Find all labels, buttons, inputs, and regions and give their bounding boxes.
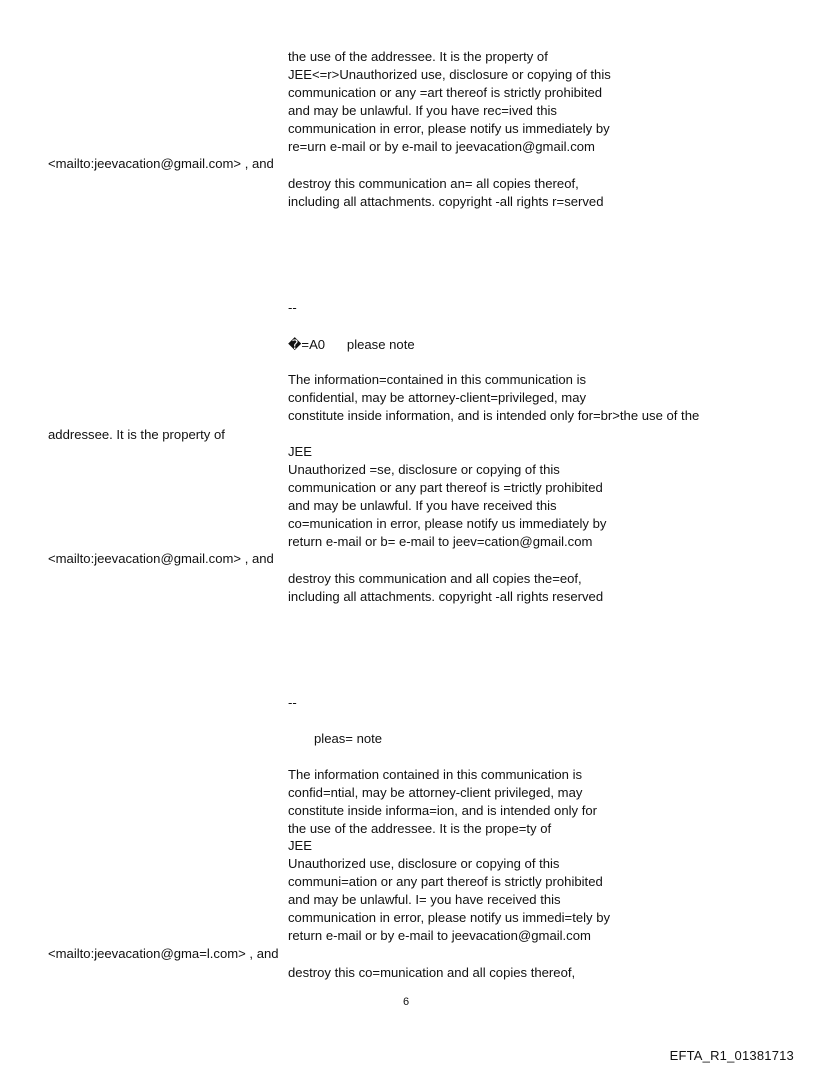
text-line: including all attachments. copyright -all rights r=served bbox=[288, 194, 604, 209]
text-line: including all attachments. copyright -all rights reserved bbox=[288, 589, 604, 604]
text-line: the use of the addressee. It is the property of bbox=[288, 49, 548, 64]
text-line: and may be unlawful. I= you have received this bbox=[288, 892, 561, 907]
note-line: �=A0 please note bbox=[288, 337, 415, 352]
text-line: confidential, may be attorney-client=privileged, may bbox=[288, 390, 587, 405]
separator: -- bbox=[288, 300, 297, 315]
text-line: the use of the addressee. It is the prope=ty of bbox=[288, 821, 552, 836]
text-line: The information=contained in this communication is bbox=[288, 372, 587, 387]
text-line: re=urn e-mail or by e-mail to jeevacation@gmail.com bbox=[288, 139, 595, 154]
text-line: and may be unlawful. If you have rec=ived this bbox=[288, 103, 557, 118]
text-line: communi=ation or any part thereof is strictly prohibited bbox=[288, 874, 603, 889]
text-line: The information contained in this communication is bbox=[288, 767, 583, 782]
text-line: co=munication in error, please notify us immediately by bbox=[288, 516, 607, 531]
bates-number: EFTA_R1_01381713 bbox=[669, 1048, 794, 1063]
text-line-wrap: addressee. It is the property of bbox=[48, 427, 225, 442]
note-line: pleas= note bbox=[314, 731, 383, 746]
text-line: JEE<=r>Unauthorized use, disclosure or copying of this bbox=[288, 67, 611, 82]
text-line: return e-mail or by e-mail to jeevacation@gmail.com bbox=[288, 928, 591, 943]
separator: -- bbox=[288, 695, 297, 710]
text-line: return e-mail or b= e-mail to jeev=cation@gmail.com bbox=[288, 534, 593, 549]
text-line: destroy this communication and all copies the=eof, bbox=[288, 571, 582, 586]
text-line: JEE bbox=[288, 838, 313, 853]
text-line: communication or any part thereof is =trictly prohibited bbox=[288, 480, 603, 495]
mailto-note: <mailto:jeevacation@gmail.com> , and bbox=[48, 156, 274, 171]
text-line: constitute inside information, and is intended only for=br>the use of the bbox=[288, 408, 700, 423]
text-line: Unauthorized =se, disclosure or copying of this bbox=[288, 462, 560, 477]
mailto-note: <mailto:jeevacation@gmail.com> , and bbox=[48, 551, 274, 566]
text-line: JEE bbox=[288, 444, 313, 459]
text-line: destroy this communication an= all copies thereof, bbox=[288, 176, 579, 191]
text-line: confid=ntial, may be attorney-client privileged, may bbox=[288, 785, 583, 800]
page-number: 6 bbox=[403, 996, 410, 1008]
text-line: and may be unlawful. If you have received this bbox=[288, 498, 557, 513]
text-line: constitute inside informa=ion, and is intended only for bbox=[288, 803, 597, 818]
text-line: destroy this co=munication and all copies thereof, bbox=[288, 965, 576, 980]
text-line: communication or any =art thereof is strictly prohibited bbox=[288, 85, 603, 100]
text-line: communication in error, please notify us immediately by bbox=[288, 121, 610, 136]
text-line: Unauthorized use, disclosure or copying of this bbox=[288, 856, 560, 871]
text-line: communication in error, please notify us immedi=tely by bbox=[288, 910, 611, 925]
mailto-note: <mailto:jeevacation@gma=l.com> , and bbox=[48, 946, 279, 961]
